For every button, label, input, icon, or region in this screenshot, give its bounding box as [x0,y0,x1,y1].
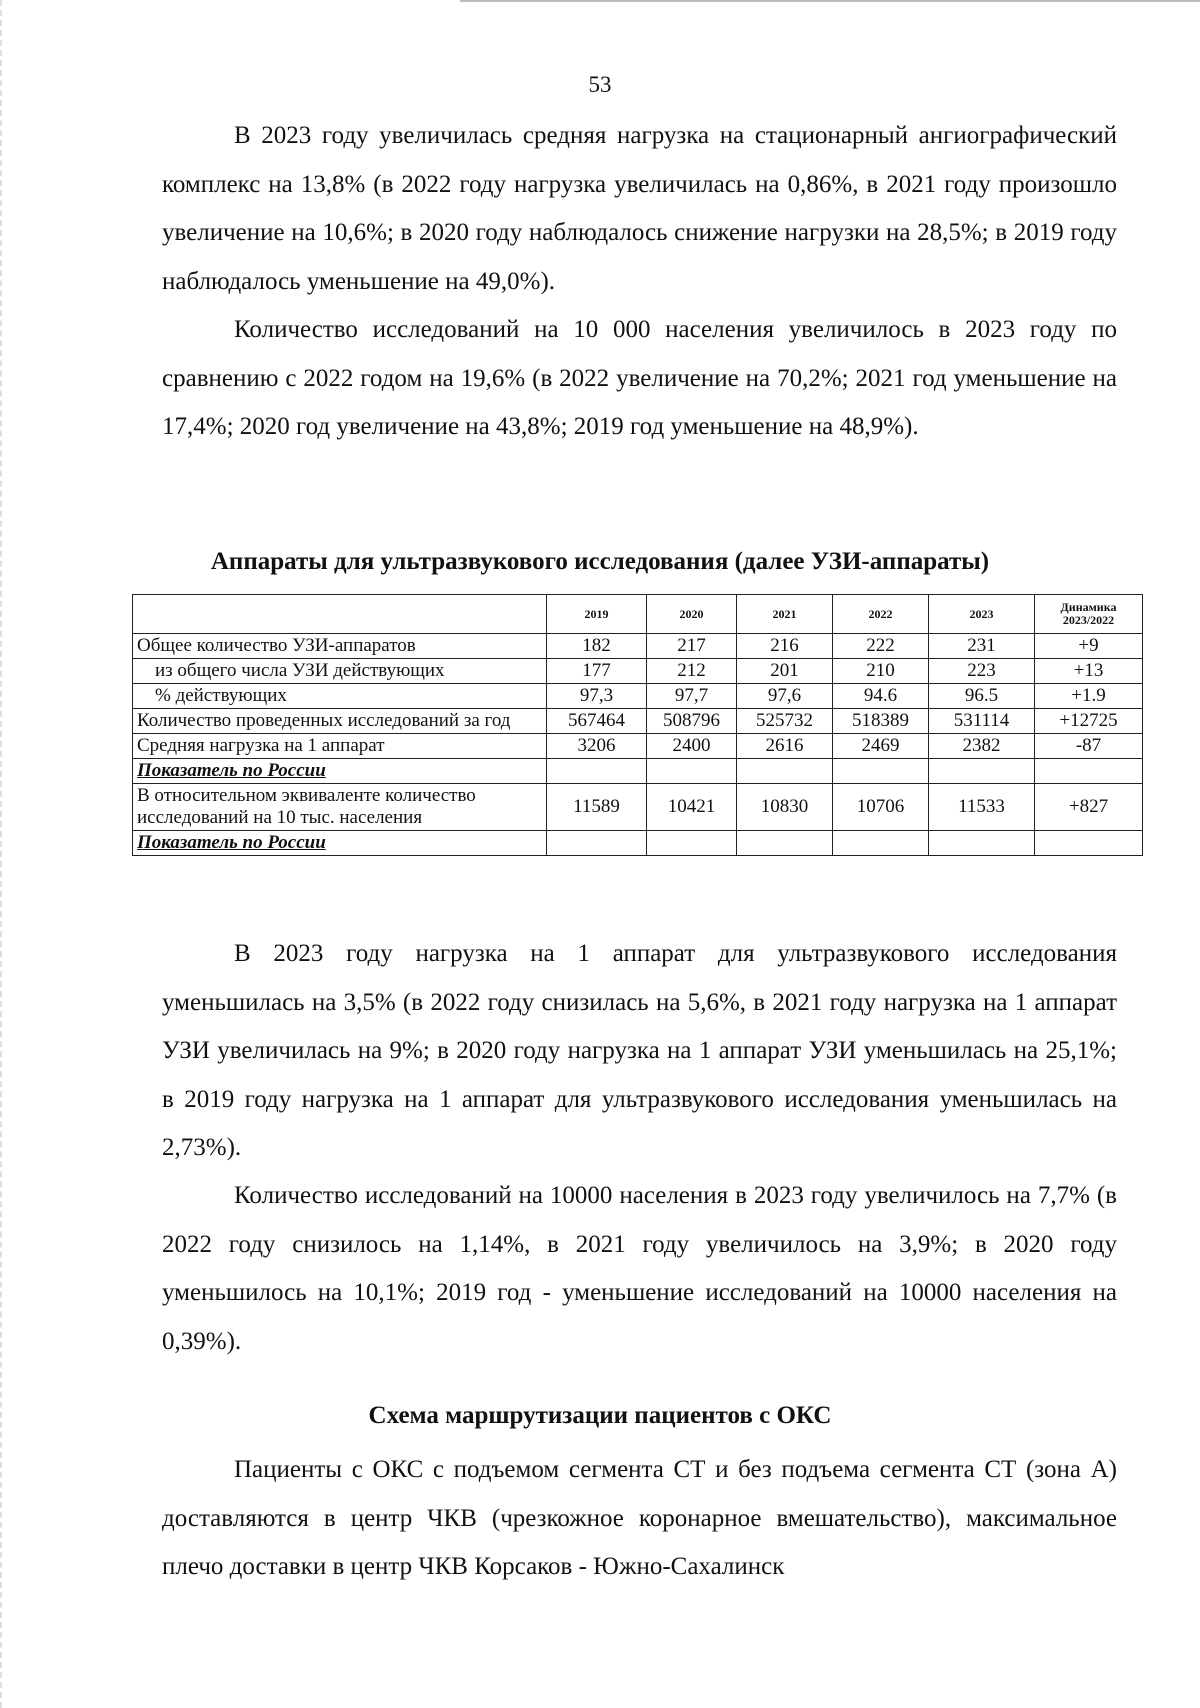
scan-margin-marks [0,0,10,1708]
table-cell [929,759,1035,784]
table-header-row [133,595,1143,634]
table-row [133,709,1143,734]
table-cell: 201 [737,659,833,684]
table-cell [547,831,647,856]
table-cell: 10706 [833,784,929,831]
paragraph-angiography-studies: Количество исследований на 10 000 населения увеличилось в 2023 году по сравнению с 2022 годом на 19,6% (в 2022 увеличение на 70,2%; 2021 год уменьшение на 17,4%; 2020 год увеличение на 43,8%; 2019 год уменьшение на 48,9%). [162,316,1117,440]
table-header-cell [133,595,547,634]
table-cell [647,759,737,784]
paragraph-acs-routing: Пациенты с ОКС с подъемом сегмента СТ и без подъема сегмента СТ (зона А) доставляются в центр ЧКВ (чрезкожное коронарное вмешательство), максимальное плечо доставки в центр ЧКВ Корсаков - Южно-Сахалинск [162,1456,1117,1580]
table-cell: 231 [929,634,1035,659]
table-header-cell: 2020 [647,595,737,634]
table-cell: 10421 [647,784,737,831]
row-label-russia-indicator: Показатель по России [133,759,547,784]
table-cell: 96.5 [929,684,1035,709]
table-cell: 210 [833,659,929,684]
table-row [133,684,1143,709]
table-cell: 223 [929,659,1035,684]
table-cell: 97,3 [547,684,647,709]
row-label-russia-indicator: Показатель по России [133,831,547,856]
paragraph-angiography-load: В 2023 году увеличилась средняя нагрузка на стационарный ангиографический комплекс на 13,8% (в 2022 году нагрузка увеличилась на 0,86%, в 2021 году произошло увеличение на 10,6%; в 2020 году наблюдалось снижение нагрузки на 28,5%; в 2019 году наблюдалось уменьшение на 49,0%). [162,122,1117,295]
table-header-cell: 2019 [547,595,647,634]
table-cell: +12725 [1035,709,1143,734]
row-label: из общего числа УЗИ действующих [133,659,547,684]
table-cell [1035,759,1143,784]
table-cell: 217 [647,634,737,659]
table-cell: 567464 [547,709,647,734]
table-row [133,734,1143,759]
table-cell: 2400 [647,734,737,759]
table-cell [833,759,929,784]
row-label: Средняя нагрузка на 1 аппарат [133,734,547,759]
table-cell: 10830 [737,784,833,831]
table-cell [833,831,929,856]
routing-title: Схема маршрутизации пациентов с ОКС [368,1402,832,1429]
table-cell: 11589 [547,784,647,831]
table-header-cell: 2022 [833,595,929,634]
paragraph-ultrasound-load: В 2023 году нагрузка на 1 аппарат для ультразвукового исследования уменьшилась на 3,5% (в 2022 году снизилась на 5,6%, в 2021 году нагрузка на 1 аппарат УЗИ увеличилась на 9%; в 2020 году нагрузка на 1 аппарат УЗИ уменьшилась на 25,1%; в 2019 году нагрузка на 1 аппарат для ультразвукового исследования уменьшилась на 2,73%). [162,940,1117,1161]
row-label: Общее количество УЗИ-аппаратов [133,634,547,659]
table-cell: 97,6 [737,684,833,709]
table-cell: 177 [547,659,647,684]
table-cell: 182 [547,634,647,659]
row-label: % действующих [133,684,547,709]
table-cell: 94.6 [833,684,929,709]
table-header-cell: 2023 [929,595,1035,634]
table-row [133,784,1143,831]
table-cell: +13 [1035,659,1143,684]
scan-top-edge [460,0,1200,2]
table-cell: 11533 [929,784,1035,831]
table-cell: 2382 [929,734,1035,759]
table-cell [1035,831,1143,856]
table-cell [737,759,833,784]
table-cell: 508796 [647,709,737,734]
table-cell [647,831,737,856]
table-cell: 525732 [737,709,833,734]
ultrasound-table-container [132,594,1142,856]
row-label: Количество проведенных исследований за год [133,709,547,734]
page-number: 53 [588,72,612,97]
table-row [133,659,1143,684]
table-cell: 518389 [833,709,929,734]
table-cell: 212 [647,659,737,684]
table-cell: +1.9 [1035,684,1143,709]
table-header-cell: Динамика 2023/2022 [1035,595,1143,634]
table-cell: 97,7 [647,684,737,709]
table-row [133,831,1143,856]
table-row [133,634,1143,659]
table-cell: 3206 [547,734,647,759]
table-cell: +827 [1035,784,1143,831]
row-label: В относительном эквиваленте количество исследований на 10 тыс. населения [133,784,547,831]
table-cell: 222 [833,634,929,659]
table-title: Аппараты для ультразвукового исследования (далее УЗИ-аппараты) [210,548,990,575]
table-cell: 531114 [929,709,1035,734]
ultrasound-devices-table [132,594,1143,856]
table-cell: 2469 [833,734,929,759]
table-cell [547,759,647,784]
table-cell: -87 [1035,734,1143,759]
table-cell [929,831,1035,856]
table-cell: 2616 [737,734,833,759]
table-header-cell: 2021 [737,595,833,634]
table-cell: 216 [737,634,833,659]
table-cell [737,831,833,856]
table-row [133,759,1143,784]
table-cell: +9 [1035,634,1143,659]
paragraph-ultrasound-studies: Количество исследований на 10000 населения в 2023 году увеличилось на 7,7% (в 2022 году снизилось на 1,14%, в 2021 году увеличилось на 3,9%; в 2020 году уменьшилось на 10,1%; 2019 год - уменьшение исследований на 10000 населения на 0,39%). [162,1182,1117,1355]
